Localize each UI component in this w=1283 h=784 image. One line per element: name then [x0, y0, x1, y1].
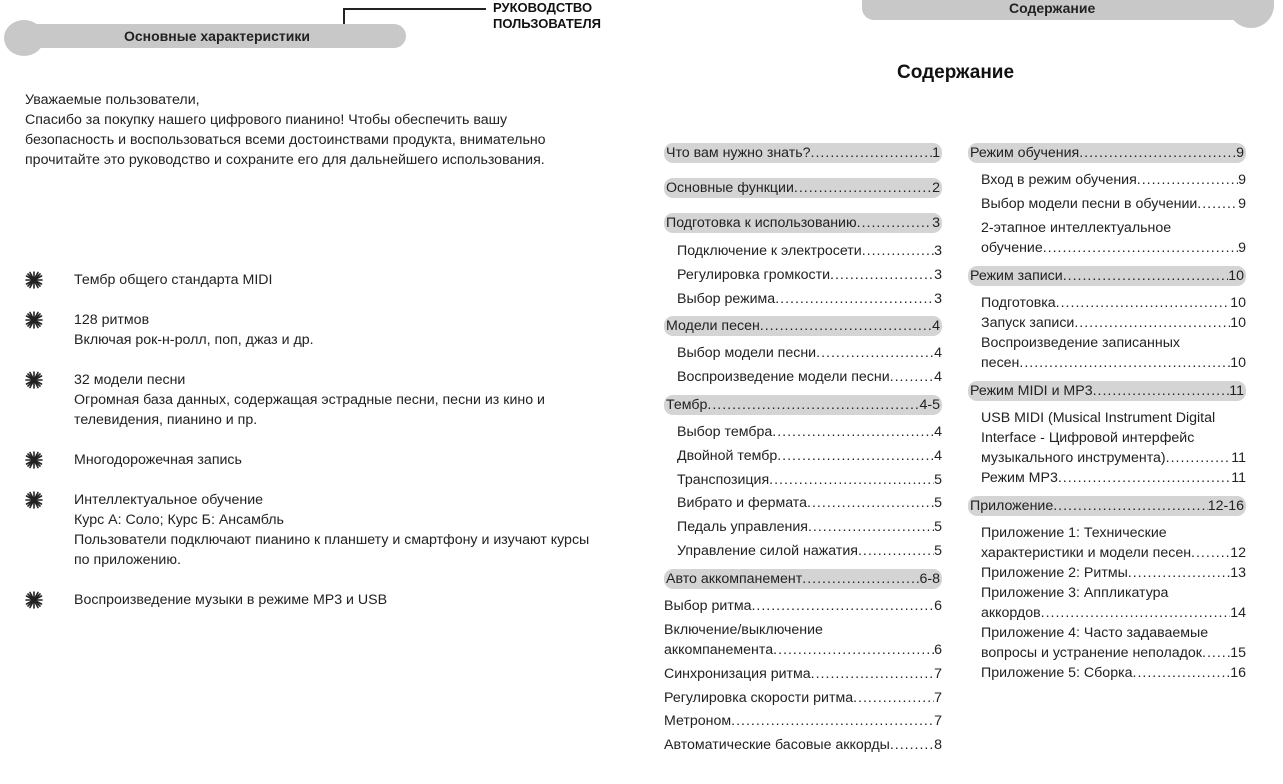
toc-section-entry[interactable] — [664, 213, 942, 233]
toc-entry-label: Режим MIDI и MP3 — [970, 383, 1093, 399]
toc-page-number: 6-8 — [919, 571, 940, 587]
toc-leader-dots — [769, 470, 934, 490]
toc-section-entry[interactable] — [968, 496, 1246, 516]
toc-entry[interactable] — [981, 468, 1246, 488]
toc-entry-label: Регулировка громкости — [677, 267, 831, 283]
toc-entry[interactable] — [981, 170, 1246, 190]
toc-entry-line[interactable]: USB MIDI (Musical Instrument Digital — [981, 410, 1216, 426]
toc-page-number: 7 — [934, 713, 942, 729]
toc-entry[interactable] — [677, 422, 942, 442]
toc-entry-label: Режим обучения — [970, 145, 1080, 161]
toc-leader-dots — [1133, 663, 1231, 683]
manual-brand-label — [493, 0, 601, 32]
toc-leader-dots — [1197, 194, 1238, 214]
toc-entry-label: Выбор ритма — [664, 598, 752, 614]
toc-page-number: 2 — [932, 180, 940, 196]
starburst-bullet-icon — [25, 451, 43, 469]
left-header-title: Основные характеристики — [124, 28, 310, 44]
feature-detail: по приложению. — [74, 552, 181, 568]
toc-section-entry[interactable] — [968, 381, 1246, 401]
toc-entry[interactable] — [677, 367, 942, 387]
toc-entry-line[interactable]: 2-этапное интеллектуальное — [981, 220, 1172, 236]
toc-page-number: 12 — [1230, 545, 1246, 561]
toc-page-number: 7 — [934, 690, 942, 706]
toc-entry-label: Управление силой нажатия — [677, 543, 858, 559]
toc-entry-line[interactable]: Приложение 4: Часто задаваемые — [981, 625, 1209, 641]
toc-entry[interactable] — [677, 343, 942, 363]
toc-section-entry[interactable] — [968, 266, 1246, 286]
toc-leader-dots — [858, 541, 934, 561]
intro-line: Уважаемые пользователи, — [25, 92, 200, 108]
toc-entry-label: Выбор модели песни в обучении — [981, 196, 1198, 212]
toc-leader-dots — [802, 569, 919, 589]
toc-entry-label: Автоматические басовые аккорды — [664, 737, 890, 753]
toc-entry[interactable] — [677, 470, 942, 490]
toc-entry[interactable] — [677, 446, 942, 466]
toc-entry[interactable] — [981, 313, 1246, 333]
toc-entry-label: аккордов — [981, 605, 1041, 621]
toc-entry-label: Вибрато и фермата — [677, 495, 808, 511]
toc-entry[interactable] — [677, 541, 942, 561]
toc-page-number: 15 — [1230, 645, 1246, 661]
toc-section-entry[interactable] — [664, 178, 942, 198]
toc-entry[interactable] — [677, 493, 942, 513]
toc-entry-label: Приложение — [970, 498, 1054, 514]
toc-page-number: 3 — [934, 291, 942, 307]
toc-leader-dots — [862, 241, 934, 261]
toc-leader-dots — [707, 395, 919, 415]
intro-line: Спасибо за покупку нашего цифрового пианино! Чтобы обеспечить вашу — [25, 112, 508, 128]
toc-page-number: 4 — [934, 424, 942, 440]
toc-entry-label: Вход в режим обучения — [981, 172, 1137, 188]
toc-leader-dots — [772, 422, 934, 442]
toc-entry-label: характеристики и модели песен — [981, 545, 1192, 561]
toc-entry[interactable] — [981, 663, 1246, 683]
toc-leader-dots — [890, 367, 934, 387]
toc-leader-dots — [1166, 448, 1232, 468]
brand-line-2: ПОЛЬЗОВАТЕЛЯ — [493, 16, 601, 31]
toc-entry-label: Педаль управления — [677, 519, 808, 535]
intro-paragraph — [25, 90, 585, 170]
toc-leader-dots — [1041, 603, 1231, 623]
toc-entry[interactable] — [981, 194, 1246, 214]
toc-page-number: 5 — [934, 495, 942, 511]
toc-entry[interactable] — [664, 596, 942, 616]
toc-leader-dots — [811, 143, 933, 163]
toc-page-number: 3 — [934, 267, 942, 283]
toc-entry-label: Подготовка к использованию — [666, 215, 857, 231]
toc-leader-dots — [773, 640, 934, 660]
toc-leader-dots — [1128, 563, 1230, 583]
toc-entry-line[interactable]: Включение/выключение — [664, 622, 823, 638]
feature-item — [25, 310, 625, 350]
toc-entry-label: Авто аккомпанемент — [666, 571, 803, 587]
toc-leader-dots — [811, 664, 934, 684]
toc-entry[interactable] — [981, 563, 1246, 583]
toc-leader-dots — [857, 213, 932, 233]
toc-entry[interactable] — [981, 238, 1246, 258]
toc-entry-label: Основные функции — [666, 180, 794, 196]
toc-entry[interactable] — [677, 289, 942, 309]
toc-entry[interactable] — [981, 543, 1246, 563]
toc-entry-label: Режим MP3 — [981, 470, 1058, 486]
right-header-title: Содержание — [1009, 0, 1096, 16]
toc-entry-label: обучение — [981, 240, 1043, 256]
toc-entry-label: Приложение 2: Ритмы — [981, 565, 1128, 581]
toc-leader-dots — [1093, 381, 1230, 401]
toc-page-number: 5 — [934, 519, 942, 535]
toc-page-number: 16 — [1230, 665, 1246, 681]
starburst-bullet-icon — [25, 271, 43, 289]
toc-entry-label: Регулировка скорости ритма — [664, 690, 854, 706]
feature-detail: Пользователи подключают пианино к планшету и смартфону и изучают курсы — [74, 532, 590, 548]
toc-page-number: 10 — [1230, 315, 1246, 331]
toc-page-number: 1 — [932, 145, 940, 161]
toc-page-number: 10 — [1230, 355, 1246, 371]
toc-section-entry[interactable] — [664, 395, 942, 415]
starburst-bullet-icon — [25, 591, 43, 609]
toc-page-number: 6 — [934, 598, 942, 614]
toc-leader-dots — [807, 493, 934, 513]
toc-page-number: 11 — [1231, 470, 1246, 486]
toc-leader-dots — [1058, 468, 1231, 488]
toc-page-number: 6 — [934, 642, 942, 658]
toc-entry-label: Тембр — [666, 397, 708, 413]
toc-leader-dots — [777, 446, 934, 466]
feature-item — [25, 490, 625, 570]
toc-leader-dots — [1063, 266, 1229, 286]
toc-page-number: 7 — [934, 666, 942, 682]
toc-entry-line[interactable]: Приложение 1: Технические — [981, 525, 1167, 541]
toc-leader-dots — [1043, 238, 1238, 258]
toc-page-number: 4 — [932, 318, 940, 334]
toc-page-number: 3 — [932, 215, 940, 231]
toc-leader-dots — [1056, 293, 1231, 313]
toc-entry-label: Выбор тембра — [677, 424, 773, 440]
toc-leader-dots — [1202, 643, 1230, 663]
feature-item — [25, 450, 625, 470]
toc-page-number: 10 — [1230, 295, 1246, 311]
toc-entry[interactable] — [677, 265, 942, 285]
feature-title: Интеллектуальное обучение — [74, 492, 264, 508]
starburst-bullet-icon — [25, 491, 43, 509]
toc-leader-dots — [1191, 543, 1230, 563]
right-header-pill-cap — [1228, 0, 1274, 28]
toc-page-number: 4 — [934, 448, 942, 464]
toc-page-number: 3 — [934, 243, 942, 259]
toc-page-number: 9 — [1238, 196, 1246, 212]
feature-item — [25, 590, 625, 610]
toc-page-number: 8 — [934, 737, 942, 753]
feature-title: Воспроизведение музыки в режиме MP3 и USB — [74, 592, 388, 608]
toc-leader-dots — [794, 178, 932, 198]
toc-leader-dots — [760, 316, 932, 336]
feature-title: 128 ритмов — [74, 312, 150, 328]
toc-leader-dots — [731, 711, 934, 731]
toc-entry-label: Выбор режима — [677, 291, 776, 307]
toc-leader-dots — [890, 735, 934, 755]
feature-detail: Курс А: Соло; Курс Б: Ансамбль — [74, 512, 284, 528]
toc-section-entry[interactable] — [664, 316, 942, 336]
toc-section-entry[interactable] — [664, 143, 942, 163]
feature-item — [25, 270, 625, 290]
toc-page-number: 14 — [1230, 605, 1246, 621]
feature-title: 32 модели песни — [74, 372, 186, 388]
toc-page-number: 5 — [934, 543, 942, 559]
toc-entry-label: Метроном — [664, 713, 732, 729]
feature-detail: телевидения, пианино и пр. — [74, 412, 258, 428]
toc-entry-label: аккомпанемента — [664, 642, 774, 658]
toc-page-number: 12-16 — [1207, 498, 1244, 514]
toc-entry-label: Запуск записи — [981, 315, 1075, 331]
brand-connector-line — [343, 8, 486, 10]
brand-line-1: РУКОВОДСТВО — [493, 0, 593, 15]
toc-leader-dots — [816, 343, 934, 363]
toc-page-number: 4 — [934, 369, 942, 385]
toc-leader-dots — [751, 596, 934, 616]
toc-page-number: 9 — [1238, 240, 1246, 256]
toc-entry-label: Подключение к электросети — [677, 243, 862, 259]
toc-entry-line[interactable]: Приложение 3: Аппликатура — [981, 585, 1169, 601]
toc-entry-label: Выбор модели песни — [677, 345, 817, 361]
toc-entry-label: Приложение 5: Сборка — [981, 665, 1133, 681]
toc-page-number: 4 — [934, 345, 942, 361]
toc-leader-dots — [830, 265, 934, 285]
toc-leader-dots — [1019, 353, 1230, 373]
feature-detail: Включая рок-н-ролл, поп, джаз и др. — [74, 332, 314, 348]
toc-section-entry[interactable] — [968, 143, 1246, 163]
toc-page-number: 13 — [1230, 565, 1246, 581]
toc-entry[interactable] — [677, 517, 942, 537]
toc-leader-dots — [1074, 313, 1230, 333]
toc-section-entry[interactable] — [664, 569, 942, 589]
toc-leader-dots — [808, 517, 934, 537]
toc-entry-label: Подготовка — [981, 295, 1056, 311]
toc-entry[interactable] — [664, 735, 942, 755]
toc-entry[interactable] — [664, 688, 942, 708]
toc-entry-line[interactable]: Воспроизведение записанных — [981, 335, 1181, 351]
toc-entry[interactable] — [981, 643, 1246, 663]
toc-entry[interactable] — [664, 711, 942, 731]
toc-leader-dots — [1079, 143, 1236, 163]
toc-entry-label: песен — [981, 355, 1020, 371]
intro-line: прочитайте это руководство и сохраните его для дальнейшего использования. — [25, 152, 545, 168]
toc-entry-label: Что вам нужно знать? — [666, 145, 811, 161]
left-header-pill-cap — [4, 20, 44, 56]
toc-page-number: 11 — [1229, 383, 1244, 399]
toc-entry[interactable] — [981, 603, 1246, 623]
toc-leader-dots — [775, 289, 934, 309]
toc-page-number: 11 — [1231, 450, 1246, 466]
toc-page-number: 9 — [1238, 172, 1246, 188]
toc-entry-label: Двойной тембр — [677, 448, 778, 464]
toc-entry[interactable] — [981, 293, 1246, 313]
toc-title: Содержание — [897, 62, 1015, 83]
toc-entry-label: Режим записи — [970, 268, 1063, 284]
toc-entry[interactable] — [981, 448, 1246, 468]
brand-connector-tick — [343, 8, 345, 24]
toc-entry-label: Транспозиция — [677, 472, 770, 488]
toc-entry-label: Модели песен — [666, 318, 760, 334]
toc-entry[interactable] — [677, 241, 942, 261]
toc-page-number: 10 — [1228, 268, 1244, 284]
toc-entry-label: Воспроизведение модели песни — [677, 369, 890, 385]
intro-line: безопасность и воспользоваться всеми достоинствами продукта, внимательно — [25, 132, 546, 148]
starburst-bullet-icon — [25, 371, 43, 389]
toc-entry-line[interactable]: Interface - Цифровой интерфейс — [981, 430, 1195, 446]
toc-entry[interactable] — [981, 353, 1246, 373]
toc-leader-dots — [853, 688, 934, 708]
feature-title: Многодорожечная запись — [74, 452, 242, 468]
feature-item — [25, 370, 625, 430]
toc-entry[interactable] — [664, 640, 942, 660]
toc-leader-dots — [1137, 170, 1238, 190]
toc-page-number: 5 — [934, 472, 942, 488]
toc-leader-dots — [1053, 496, 1207, 516]
toc-entry[interactable] — [664, 664, 942, 684]
toc-page-number: 4-5 — [919, 397, 940, 413]
toc-entry-label: вопросы и устранение неполадок — [981, 645, 1202, 661]
toc-page-number: 9 — [1236, 145, 1244, 161]
feature-title: Тембр общего стандарта MIDI — [74, 272, 273, 288]
toc-entry-label: музыкального инструмента) — [981, 450, 1166, 466]
feature-detail: Огромная база данных, содержащая эстрадные песни, песни из кино и — [74, 392, 545, 408]
toc-entry-label: Синхронизация ритма — [664, 666, 811, 682]
starburst-bullet-icon — [25, 311, 43, 329]
